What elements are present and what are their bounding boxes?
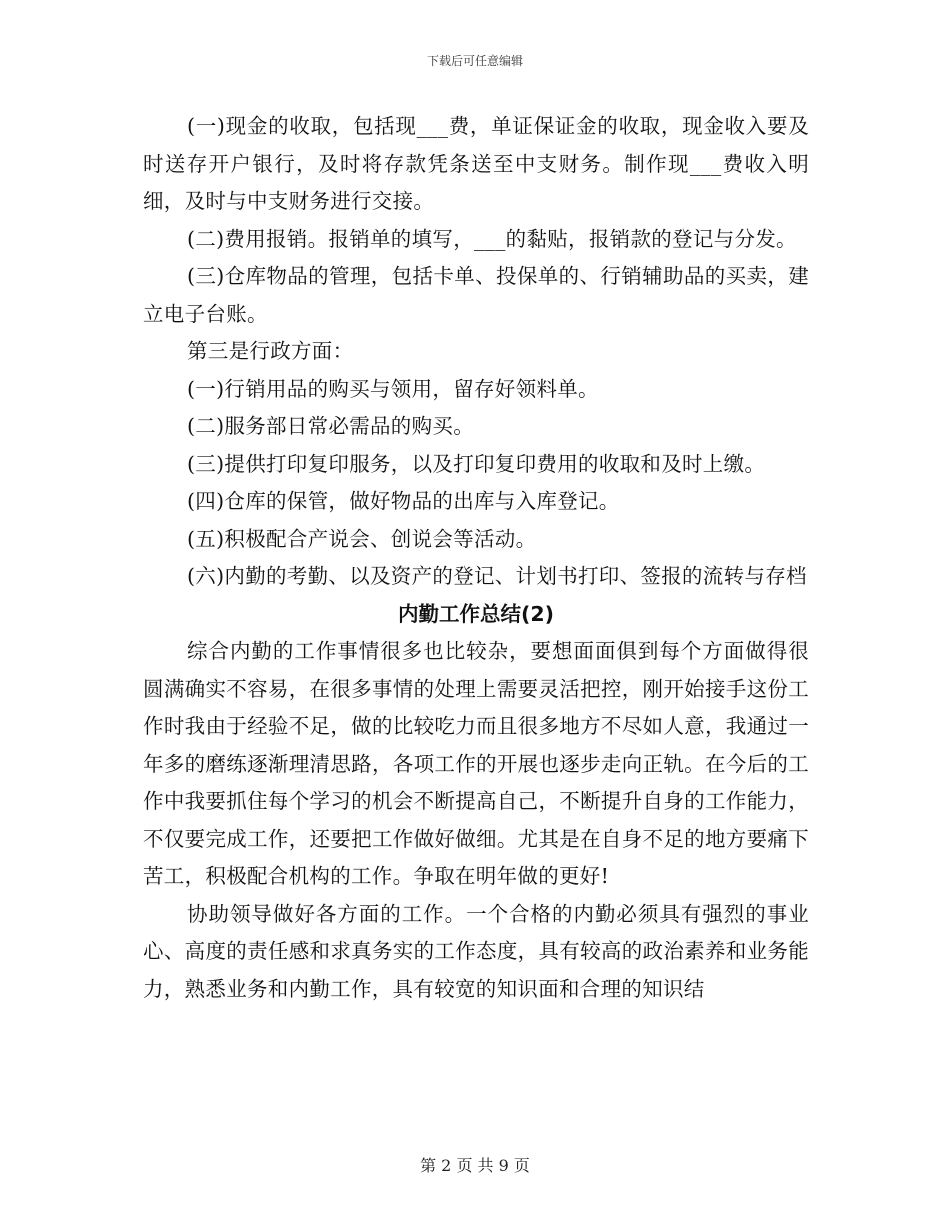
paragraph-admin-item-3: (三)提供打印复印服务，以及打印复印费用的收取和及时上缴。 (187, 451, 766, 476)
paragraph-summary: 综合内勤的工作事情很多也比较杂，要想面面俱到每个方面做得很圆满确实不容易，在很多事情的处理上需要灵活把控，刚开始接手这份工作时我由于经验不足，做的比较吃力而且很多地方不尽如人意，我通过一年多的磨练逐渐理清思路，各项工作的开展也逐步走向正轨。在今后的工作中我要抓住每个学习的机会不断提高自己，不断提升自身的工作能力，不仅要完成工作，还要把工作做好做细。尤其是在自身不足的地方要痛下苦工，积极配合机构的工作。争取在明年做的更好! (143, 639, 809, 888)
paragraph-assist-leadership: 协助领导做好各方面的工作。一个合格的内勤必须具有强烈的事业心、高度的责任感和求真务实的工作态度，具有较高的政治素养和业务能力，熟悉业务和内勤工作，具有较宽的知识面和合理的知识结 (143, 901, 809, 1001)
paragraph-admin-item-5: (五)积极配合产说会、创说会等活动。 (187, 526, 537, 551)
paragraph-admin-item-1: (一)行销用品的购买与领用，留存好领料单。 (187, 376, 599, 401)
paragraph-expense-reimbursement: (二)费用报销。报销单的填写，___的黏贴，报销款的登记与分发。 (187, 226, 797, 251)
paragraph-admin-heading: 第三是行政方面： (187, 339, 354, 363)
paragraph-admin-item-6: (六)内勤的考勤、以及资产的登记、计划书打印、签报的流转与存档 (187, 564, 807, 588)
page-footer: 第 2 页 共 9 页 (420, 1156, 530, 1175)
paragraph-warehouse-management: (三)仓库物品的管理，包括卡单、投保单的、行销辅助品的买卖，建立电子台账。 (143, 264, 809, 326)
section-title: 内勤工作总结(2) (397, 601, 554, 626)
document-body (143, 108, 809, 1008)
page-header: 下载后可任意编辑 (426, 54, 523, 68)
paragraph-admin-item-2: (二)服务部日常必需品的购买。 (187, 414, 474, 438)
paragraph-cash-collection: (一)现金的收取，包括现___费，单证保证金的收取，现金收入要及时送存开户银行，及时将存款凭条送至中支财务。制作现___费收入明细，及时与中支财务进行交接。 (143, 114, 809, 213)
paragraph-admin-item-4: (四)仓库的保管，做好物品的出库与入库登记。 (187, 489, 620, 513)
